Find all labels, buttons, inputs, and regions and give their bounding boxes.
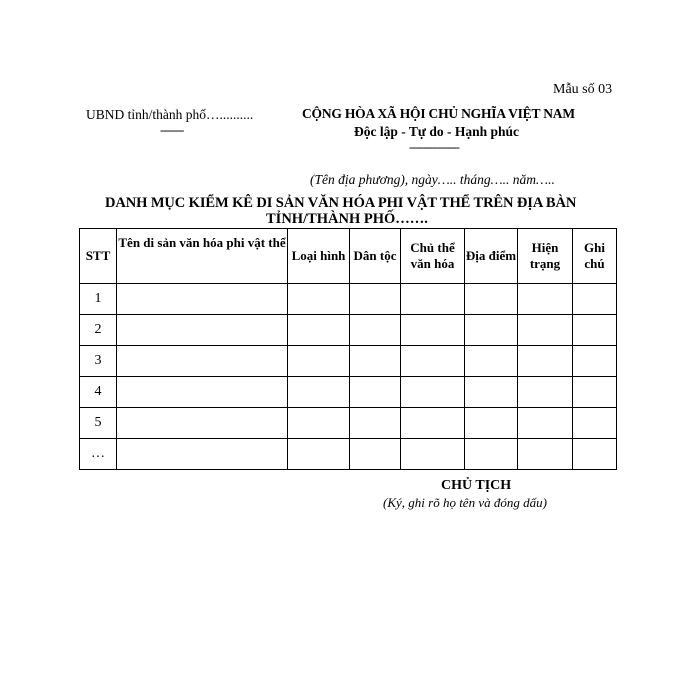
table-cell (288, 439, 350, 470)
table-cell (117, 284, 288, 315)
table-cell (573, 439, 617, 470)
table-cell (465, 377, 518, 408)
table-cell (401, 439, 465, 470)
table-row (80, 284, 617, 315)
table-cell (518, 439, 573, 470)
column-header-ethnicity: Dân tộc (350, 229, 401, 284)
table-cell (465, 346, 518, 377)
issuing-authority: UBND tỉnh/thành phố….......... (86, 107, 254, 122)
column-header-heritage-name: Tên di sản văn hóa phi vật thể (117, 229, 288, 284)
table-cell (288, 346, 350, 377)
table-cell (465, 284, 518, 315)
table-cell (117, 408, 288, 439)
table-cell (518, 284, 573, 315)
table-cell (288, 315, 350, 346)
table-row (80, 377, 617, 408)
table-cell (401, 377, 465, 408)
table-cell (350, 408, 401, 439)
row-number: 2 (80, 315, 117, 346)
table-row (80, 408, 617, 439)
table-cell (117, 315, 288, 346)
column-header-stt: STT (80, 229, 117, 284)
table-cell (401, 315, 465, 346)
column-header-type: Loại hình (288, 229, 350, 284)
table-cell (573, 377, 617, 408)
table-row (80, 315, 617, 346)
table-cell (518, 346, 573, 377)
table-cell (117, 346, 288, 377)
motto-underline: --------------- (409, 139, 459, 154)
table-row (80, 346, 617, 377)
row-number: 3 (80, 346, 117, 377)
table-header-row (80, 229, 617, 284)
row-number: 1 (80, 284, 117, 315)
table-cell (288, 377, 350, 408)
inventory-table (79, 228, 617, 470)
column-header-location: Địa điểm (465, 229, 518, 284)
column-header-status: Hiện trạng (518, 229, 573, 284)
table-cell (518, 315, 573, 346)
table-cell (401, 408, 465, 439)
row-number: 5 (80, 408, 117, 439)
table-cell (465, 439, 518, 470)
table-cell (573, 346, 617, 377)
table-cell (465, 408, 518, 439)
signer-title: CHỦ TỊCH (441, 478, 512, 493)
table-cell (518, 408, 573, 439)
table-cell (518, 377, 573, 408)
document-title-line-1: DANH MỤC KIỂM KÊ DI SẢN VĂN HÓA PHI VẬT THỂ TRÊN ĐỊA BÀN (105, 195, 577, 211)
table-cell (350, 284, 401, 315)
authority-underline: ------- (160, 122, 184, 137)
table-cell (288, 284, 350, 315)
signature-instruction: (Ký, ghi rõ họ tên và đóng dấu) (383, 495, 547, 510)
table-cell (350, 315, 401, 346)
table-cell (573, 408, 617, 439)
document-title-line-2: TỈNH/THÀNH PHỐ……. (266, 211, 428, 227)
form-number: Mẫu số 03 (553, 82, 613, 97)
table-cell (573, 284, 617, 315)
table-cell (350, 377, 401, 408)
table-cell (401, 346, 465, 377)
column-header-notes: Ghi chú (573, 229, 617, 284)
column-header-cultural-subject: Chủ thể văn hóa (401, 229, 465, 284)
place-and-date: (Tên địa phương), ngày….. tháng….. năm….. (310, 172, 555, 187)
table-cell (573, 315, 617, 346)
table-cell (401, 284, 465, 315)
table-cell (350, 439, 401, 470)
table-cell (350, 346, 401, 377)
national-motto: Độc lập - Tự do - Hạnh phúc (354, 124, 520, 139)
row-number: … (80, 439, 117, 470)
table-cell (465, 315, 518, 346)
table-cell (288, 408, 350, 439)
table-cell (117, 439, 288, 470)
table-row (80, 439, 617, 470)
row-number: 4 (80, 377, 117, 408)
national-title: CỘNG HÒA XÃ HỘI CHỦ NGHĨA VIỆT NAM (302, 106, 575, 121)
table-cell (117, 377, 288, 408)
